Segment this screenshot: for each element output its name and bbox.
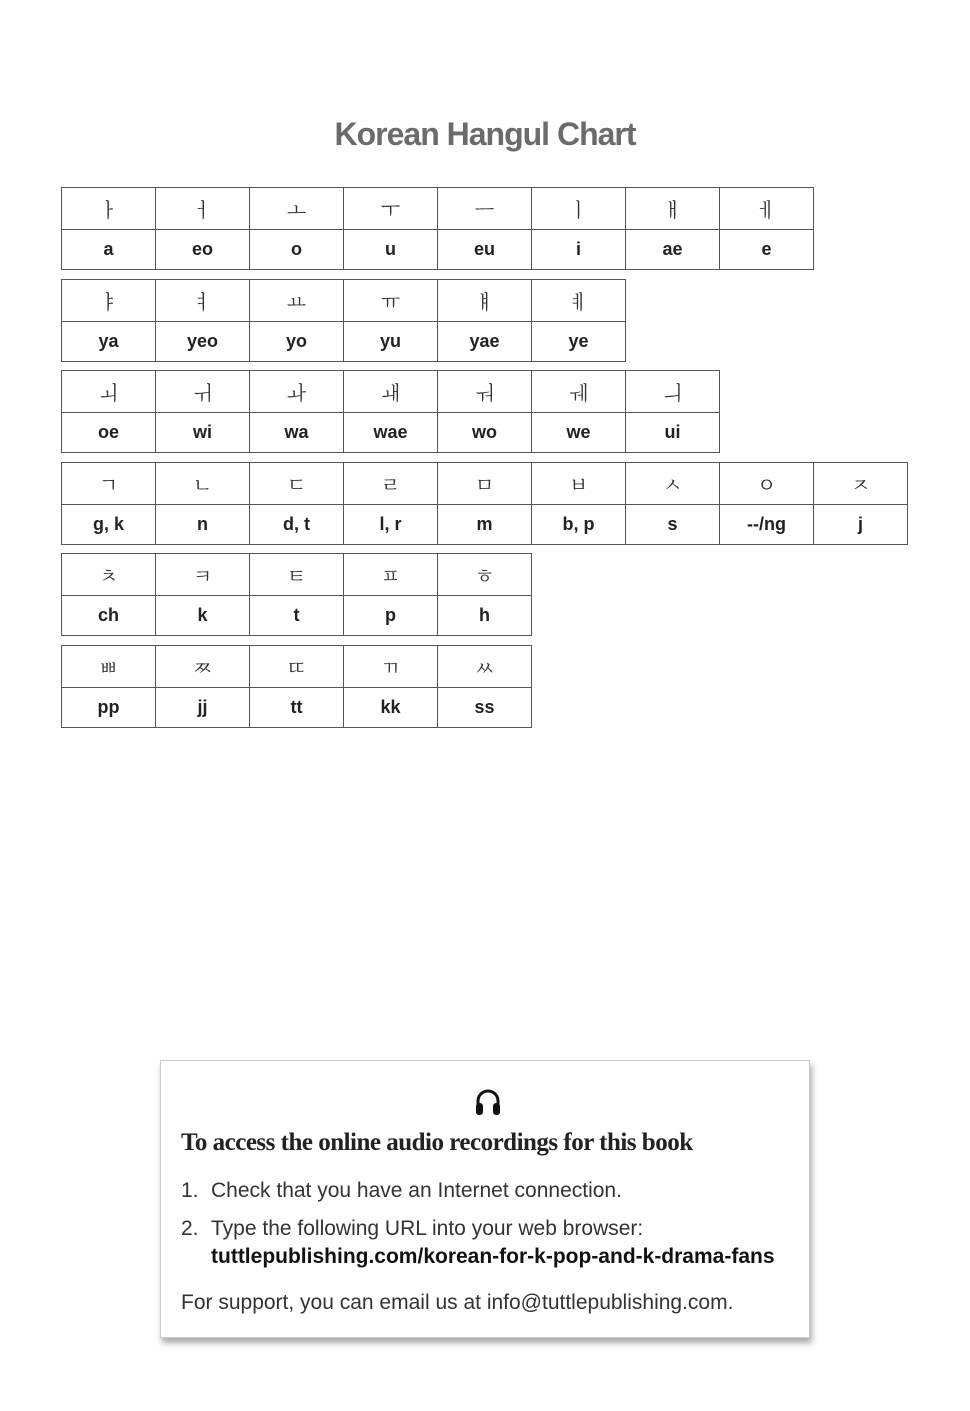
hangul-cell [250, 646, 344, 727]
hangul-cell [62, 463, 156, 544]
romanization: b, p [562, 514, 595, 534]
hangul-cell [720, 463, 814, 544]
support-text: For support, you can email us at info@tuttlepublishing.com. [181, 1291, 734, 1314]
hangul-cell [438, 188, 532, 269]
romanization: l, r [379, 514, 402, 534]
hangul-letter: ㅣ [532, 188, 625, 230]
hangul-letter: ㅚ [62, 371, 155, 413]
hangul-cell [532, 188, 626, 269]
hangul-letter: ㅋ [156, 554, 249, 596]
hangul-letter: ㅂ [532, 463, 625, 505]
hangul-letter: ㅃ [62, 646, 155, 688]
hangul-cell [250, 371, 344, 452]
hangul-cell [250, 280, 344, 361]
hangul-letter: ㅎ [438, 554, 531, 596]
romanization: oe [97, 422, 119, 442]
romanization: eu [473, 239, 495, 259]
hangul-letter: ㅕ [156, 280, 249, 322]
hangul-cell [62, 646, 156, 727]
hangul-letter: ㅏ [62, 188, 155, 230]
hangul-letter: ㅘ [250, 371, 343, 413]
hangul-letter: ㄱ [62, 463, 155, 505]
hangul-cell [626, 463, 720, 544]
hangul-letter: ㅢ [626, 371, 719, 413]
hangul-letter: ㅗ [250, 188, 343, 230]
romanization: ae [662, 239, 683, 259]
hangul-letter: ㅌ [250, 554, 343, 596]
romanization: yeo [186, 331, 219, 351]
step-1 [181, 1179, 622, 1203]
hangul-cell [344, 554, 438, 635]
romanization: p [385, 605, 396, 625]
hangul-letter: ㅊ [62, 554, 155, 596]
hangul-cell [532, 280, 625, 361]
romanization: k [197, 605, 208, 625]
romanization: e [761, 239, 772, 259]
romanization: ui [664, 422, 681, 442]
romanization: s [667, 514, 678, 534]
hangul-cell [438, 646, 531, 727]
hangul-letter: ㅒ [438, 280, 531, 322]
romanization: wo [472, 422, 497, 442]
hangul-group [61, 370, 720, 453]
step-number: 1. [181, 1179, 199, 1202]
romanization: we [566, 422, 591, 442]
romanization: pp [97, 697, 120, 717]
romanization: eo [191, 239, 213, 259]
hangul-letter: ㅛ [250, 280, 343, 322]
romanization: t [293, 605, 300, 625]
hangul-cell [156, 188, 250, 269]
hangul-group [61, 462, 908, 545]
romanization: n [197, 514, 208, 534]
hangul-letter: ㅜ [344, 188, 437, 230]
hangul-letter: ㅆ [438, 646, 531, 688]
romanization: ch [97, 605, 119, 625]
romanization: ye [568, 331, 589, 351]
audio-info-box [160, 1060, 810, 1338]
hangul-cell [532, 371, 626, 452]
step-text: Type the following URL into your web browser: [211, 1217, 644, 1240]
hangul-cell [156, 463, 250, 544]
hangul-letter: ㅝ [438, 371, 531, 413]
romanization: wi [192, 422, 212, 442]
romanization: d, t [283, 514, 310, 534]
step-text: Check that you have an Internet connection. [211, 1179, 622, 1202]
hangul-letter: ㅈ [814, 463, 907, 505]
hangul-group [61, 553, 532, 636]
hangul-cell [344, 463, 438, 544]
hangul-cell [62, 280, 156, 361]
hangul-letter: ㅔ [720, 188, 813, 230]
hangul-letter: ㅑ [62, 280, 155, 322]
hangul-cell [156, 554, 250, 635]
romanization: j [857, 514, 863, 534]
hangul-cell [344, 646, 438, 727]
romanization: tt [290, 697, 303, 717]
hangul-letter: ㅐ [626, 188, 719, 230]
hangul-cell [62, 188, 156, 269]
romanization: wa [284, 422, 309, 442]
hangul-cell [438, 371, 532, 452]
hangul-letter: ㄲ [344, 646, 437, 688]
hangul-letter: ㅖ [532, 280, 625, 322]
page-title: Korean Hangul Chart [334, 116, 636, 152]
hangul-cell [250, 463, 344, 544]
audio-url-link[interactable]: tuttlepublishing.com/korean-for-k-pop-and-k-drama-fans [211, 1245, 775, 1268]
hangul-letter: ㅇ [720, 463, 813, 505]
hangul-group [61, 187, 814, 270]
hangul-letter: ㄹ [344, 463, 437, 505]
headphones-icon [474, 1087, 502, 1117]
romanization: m [476, 514, 493, 534]
romanization: i [575, 239, 581, 259]
romanization: yo [285, 331, 307, 351]
hangul-letter: ㅟ [156, 371, 249, 413]
hangul-letter: ㅞ [532, 371, 625, 413]
hangul-cell [438, 554, 531, 635]
hangul-cell [62, 371, 156, 452]
hangul-letter: ㅓ [156, 188, 249, 230]
hangul-group [61, 645, 532, 728]
hangul-group [61, 279, 626, 362]
romanization: yu [379, 331, 401, 351]
step-number: 2. [181, 1217, 199, 1240]
hangul-letter: ㅅ [626, 463, 719, 505]
step-2 [181, 1217, 643, 1241]
hangul-cell [250, 554, 344, 635]
hangul-cell [626, 188, 720, 269]
hangul-cell [626, 371, 719, 452]
hangul-cell [156, 646, 250, 727]
hangul-letter: ㅠ [344, 280, 437, 322]
hangul-letter: ㅉ [156, 646, 249, 688]
hangul-cell [814, 463, 907, 544]
hangul-letter: ㅙ [344, 371, 437, 413]
hangul-letter: ㄷ [250, 463, 343, 505]
romanization: ss [474, 697, 495, 717]
hangul-letter: ㅁ [438, 463, 531, 505]
hangul-cell [344, 280, 438, 361]
hangul-cell [156, 371, 250, 452]
romanization: jj [197, 697, 208, 717]
audio-heading: To access the online audio recordings for this book [181, 1129, 693, 1156]
hangul-cell [344, 188, 438, 269]
hangul-letter: ㅍ [344, 554, 437, 596]
romanization: kk [380, 697, 401, 717]
romanization: g, k [92, 514, 124, 534]
hangul-cell [438, 280, 532, 361]
hangul-letter: ㄴ [156, 463, 249, 505]
romanization: wae [373, 422, 408, 442]
romanization: h [479, 605, 490, 625]
romanization: ya [98, 331, 119, 351]
romanization: --/ng [747, 514, 786, 534]
hangul-cell [532, 463, 626, 544]
hangul-letter: ㄸ [250, 646, 343, 688]
hangul-cell [156, 280, 250, 361]
hangul-cell [344, 371, 438, 452]
hangul-cell [438, 463, 532, 544]
hangul-cell [250, 188, 344, 269]
romanization: u [385, 239, 396, 259]
romanization: o [291, 239, 302, 259]
romanization: a [103, 239, 114, 259]
hangul-cell [720, 188, 813, 269]
hangul-cell [62, 554, 156, 635]
hangul-letter: ㅡ [438, 188, 531, 230]
romanization: yae [469, 331, 500, 351]
